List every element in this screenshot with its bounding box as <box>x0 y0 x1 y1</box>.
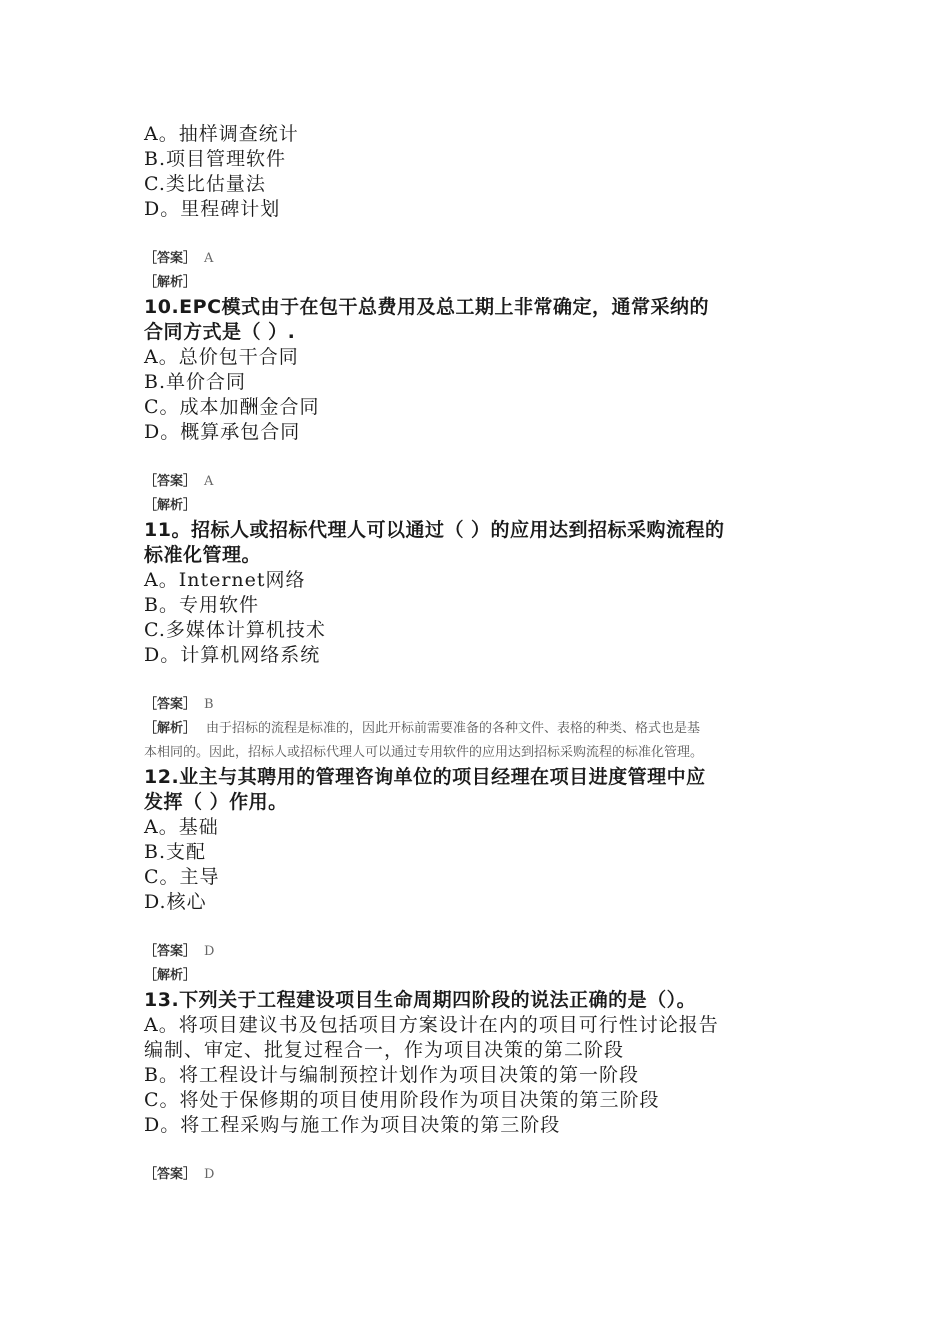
document-page <box>144 122 814 1187</box>
option-c: C。将处于保修期的项目使用阶段作为项目决策的第三阶段 <box>144 1089 660 1111</box>
option-d: D.核心 <box>144 891 207 913</box>
question-text-line-1: 12.业主与其聘用的管理咨询单位的项目经理在项目进度管理中应 <box>144 766 706 788</box>
analysis-tag: ［解析］ <box>144 275 197 290</box>
answer-value: D <box>204 1167 215 1182</box>
question-13 <box>144 988 814 1187</box>
answer-line <box>144 247 814 271</box>
option-c: C.类比估量法 <box>144 173 266 195</box>
option-b: B.项目管理软件 <box>144 148 287 170</box>
option-a: A。总价包干合同 <box>144 346 299 368</box>
option-d: D。计算机网络系统 <box>144 644 321 666</box>
analysis-text-line-1: 由于招标的流程是标准的，因此开标前需要准备的各种文件、表格的种类、格式也是基 <box>206 721 701 736</box>
answer-tag: ［答案］ <box>144 1167 197 1182</box>
answer-value: A <box>204 251 214 266</box>
analysis-line <box>144 494 814 518</box>
answer-tag: ［答案］ <box>144 944 197 959</box>
option-d: D。里程碑计划 <box>144 198 281 220</box>
answer-tag: ［答案］ <box>144 474 197 489</box>
answer-line <box>144 940 814 964</box>
analysis-tag: ［解析］ <box>144 498 197 513</box>
question-9 <box>144 122 814 295</box>
option-a: A。抽样调查统计 <box>144 123 299 145</box>
answer-line <box>144 470 814 494</box>
question-text-line-2: 发挥（ ）作用。 <box>144 791 288 813</box>
answer-value: A <box>204 474 214 489</box>
answer-tag: ［答案］ <box>144 697 197 712</box>
question-text-line-2: 合同方式是（ ）. <box>144 321 296 343</box>
option-b: B.支配 <box>144 841 207 863</box>
option-d: D。将工程采购与施工作为项目决策的第三阶段 <box>144 1114 561 1136</box>
option-d: D。概算承包合同 <box>144 421 301 443</box>
analysis-line-2 <box>144 741 814 765</box>
question-text-line-1: 11。招标人或招标代理人可以通过（ ）的应用达到招标采购流程的 <box>144 519 725 541</box>
question-10 <box>144 295 814 518</box>
answer-value: B <box>204 697 214 712</box>
option-c: C.多媒体计算机技术 <box>144 619 326 641</box>
option-c: C。主导 <box>144 866 220 888</box>
analysis-line <box>144 964 814 988</box>
question-12 <box>144 765 814 988</box>
option-b: B。将工程设计与编制预控计划作为项目决策的第一阶段 <box>144 1064 639 1086</box>
option-a: A。将项目建议书及包括项目方案设计在内的项目可行性讨论报告 <box>144 1014 719 1036</box>
analysis-tag: ［解析］ <box>144 968 197 983</box>
answer-line <box>144 1163 814 1187</box>
analysis-line <box>144 717 814 741</box>
analysis-tag: ［解析］ <box>144 721 197 736</box>
question-text-line-1: 13.下列关于工程建设项目生命周期四阶段的说法正确的是（）。 <box>144 989 697 1011</box>
option-a: A。Internet网络 <box>144 569 306 591</box>
analysis-text-line-2: 本相同的。因此，招标人或招标代理人可以通过专用软件的应用达到招标采购流程的标准化管理。 <box>144 745 704 760</box>
question-text-line-2: 标准化管理。 <box>144 544 262 566</box>
option-b: B。专用软件 <box>144 594 259 616</box>
answer-value: D <box>204 944 215 959</box>
question-text-line-1: 10.EPC模式由于在包干总费用及总工期上非常确定，通常采纳的 <box>144 296 710 318</box>
answer-tag: ［答案］ <box>144 251 197 266</box>
option-c: C。成本加酬金合同 <box>144 396 320 418</box>
question-11 <box>144 518 814 765</box>
option-b: B.单价合同 <box>144 371 247 393</box>
option-a-continued: 编制、审定、批复过程合一，作为项目决策的第二阶段 <box>144 1039 625 1061</box>
option-a: A。基础 <box>144 816 219 838</box>
analysis-line <box>144 271 814 295</box>
answer-line <box>144 693 814 717</box>
